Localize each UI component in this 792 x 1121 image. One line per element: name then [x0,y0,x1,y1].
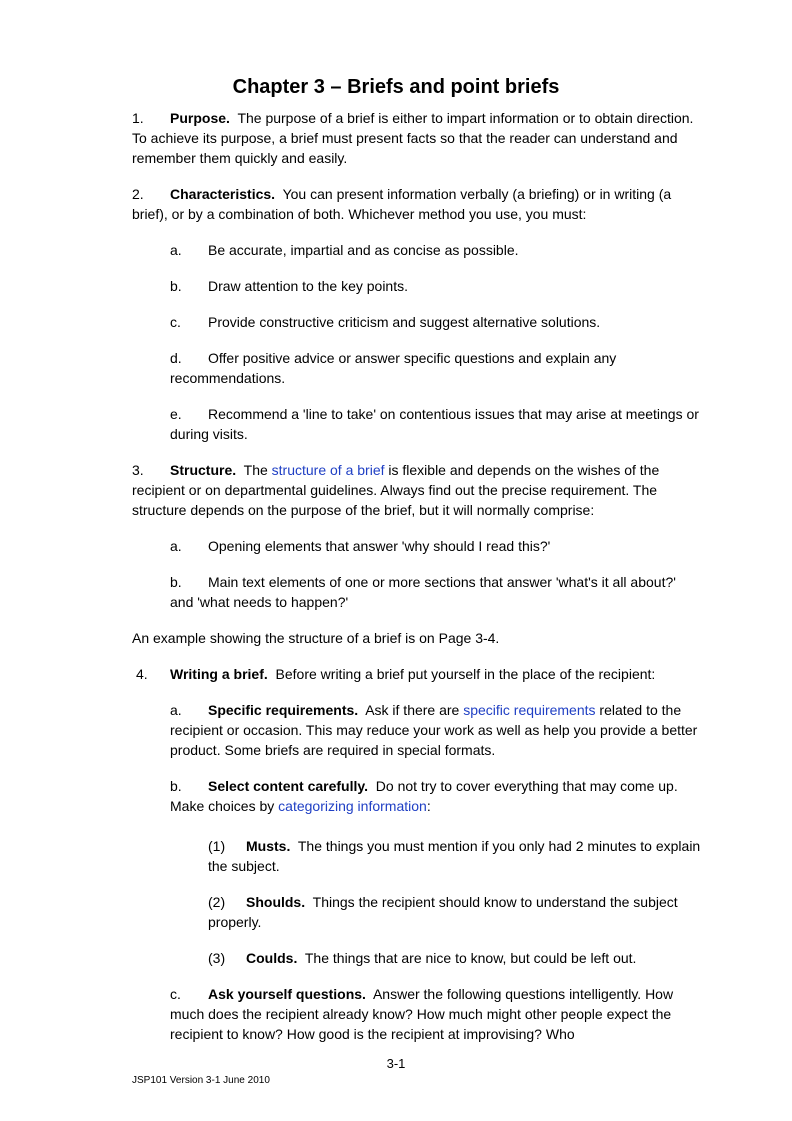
item-text: Offer positive advice or answer specific questions and explain any recommendations. [170,350,617,386]
item-number: b. [170,574,182,590]
list-item [170,984,700,1044]
item-text: Provide constructive criticism and suggest alternative solutions. [208,314,601,330]
item-text: related to the recipient or occasion. This may reduce your work as well as help you provide a better product. Some briefs are required in special formats. [170,702,698,758]
item-number: c. [170,986,181,1002]
paragraph-text: Before writing a brief put yourself in the place of the recipient: [275,666,656,682]
structure-of-a-brief-link[interactable]: structure of a brief [271,462,385,478]
sub-item-text: The things you must mention if you only had 2 minutes to explain the subject. [208,838,701,874]
paragraph-heading: Writing a brief. [170,666,268,682]
list-item [170,776,700,816]
item-text: Opening elements that answer 'why should I read this?' [208,538,551,554]
paragraph-text: You can present information verbally (a briefing) or in writing (a brief), or by a combination of both. Whichever method you use, you must: [132,186,672,222]
list-item [170,700,700,760]
item-text: Main text elements of one or more sections that answer 'what's it all about?' and 'what needs to happen?' [170,574,676,610]
sub-item-number: (3) [208,950,226,966]
item-number: c. [170,314,181,330]
list-item [170,312,700,332]
list-item [170,240,700,260]
paragraph-text: The [243,462,268,478]
page-number: 3-1 [386,1056,406,1071]
sub-item [208,892,702,932]
sub-item-heading: Musts. [246,838,291,854]
categorizing-information-link[interactable]: categorizing information [278,798,427,814]
sub-item-number: (1) [208,838,226,854]
paragraph-heading: Purpose. [170,110,230,126]
paragraph-number: 4. [136,666,148,682]
paragraph-structure [132,460,698,520]
item-text: Be accurate, impartial and as concise as possible. [208,242,519,258]
item-text: Ask if there are [365,702,460,718]
paragraph-text: The purpose of a brief is either to impart information or to obtain direction. To achieve its purpose, a brief must present facts so that the reader can understand and remember them quickly and easily. [132,110,694,166]
item-heading: Specific requirements. [208,702,359,718]
item-number: a. [170,702,182,718]
item-text: Do not try to cover everything that may come up. Make choices by [170,778,678,814]
paragraph-text: is flexible and depends on the wishes of the recipient or on departmental guidelines. Always find out the precise requirement. The structure depends on the purpose of the brief, but it will normally comprise: [132,462,660,518]
item-number: d. [170,350,182,366]
item-number: a. [170,242,182,258]
paragraph-heading: Structure. [170,462,237,478]
list-item [170,572,700,612]
item-text: Draw attention to the key points. [208,278,408,294]
list-item [170,276,700,296]
paragraph-purpose [132,108,698,168]
list-item [170,536,700,556]
document-footer: JSP101 Version 3-1 June 2010 [132,1075,270,1086]
item-number: a. [170,538,182,554]
sub-item-heading: Coulds. [246,950,298,966]
paragraph-number: 1. [132,110,144,126]
item-number: b. [170,778,182,794]
paragraph-characteristics [132,184,698,224]
sub-item-heading: Shoulds. [246,894,306,910]
list-item [170,348,700,388]
item-text: Recommend a 'line to take' on contentious issues that may arise at meetings or during visits. [170,406,699,442]
paragraph-writing-a-brief [136,664,702,684]
item-number: e. [170,406,182,422]
sub-item-text: Things the recipient should know to understand the subject properly. [208,894,678,930]
item-text: : [426,798,431,814]
sub-item-text: The things that are nice to know, but could be left out. [304,950,637,966]
specific-requirements-link[interactable]: specific requirements [463,702,596,718]
page-title: Chapter 3 – Briefs and point briefs [232,76,560,98]
list-item [170,404,700,444]
paragraph-number: 2. [132,186,144,202]
paragraph-number: 3. [132,462,144,478]
sub-item [208,836,702,876]
item-heading: Ask yourself questions. [208,986,366,1002]
paragraph-heading: Characteristics. [170,186,276,202]
sub-item-number: (2) [208,894,226,910]
sub-item [208,948,702,968]
example-note: An example showing the structure of a brief is on Page 3-4. [132,630,500,646]
item-text: Answer the following questions intelligently. How much does the recipient already know? How much might other people expect the recipient to know? How good is the recipient at improvising? Who [170,986,674,1042]
item-heading: Select content carefully. [208,778,369,794]
item-number: b. [170,278,182,294]
